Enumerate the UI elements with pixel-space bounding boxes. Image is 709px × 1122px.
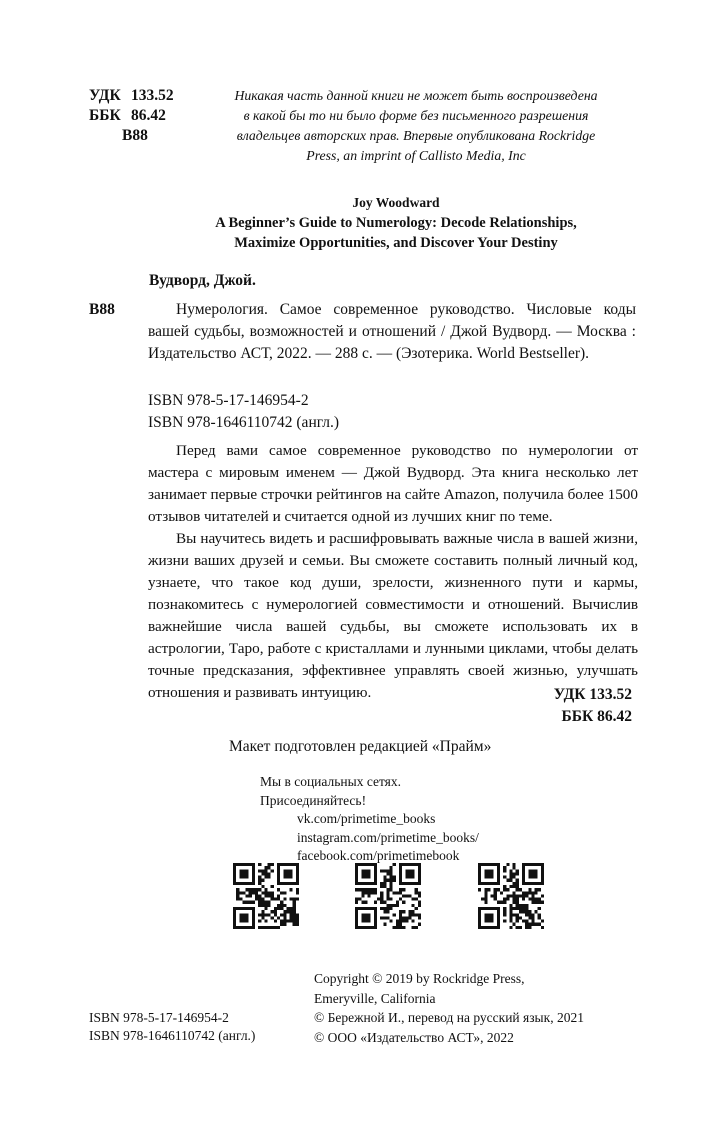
copyright-line: Copyright © 2019 by Rockridge Press,	[314, 971, 525, 986]
original-author: Joy Woodward	[352, 195, 440, 210]
annotation	[148, 440, 638, 704]
classification-codes-bottom	[420, 684, 632, 728]
biblio-isbn-list	[148, 390, 339, 434]
rights-line: Press, an imprint of Callisto Media, Inc	[306, 148, 526, 163]
rights-line: в какой бы то ни было форме без письменного разрешения	[243, 108, 589, 123]
rights-line: Никакая часть данной книги не может быть воспроизведена	[234, 88, 598, 103]
original-title-line: A Beginner’s Guide to Numerology: Decode Relationships,	[215, 215, 577, 231]
social-join: Присоединяйтесь!	[260, 792, 367, 808]
bbk-code	[89, 106, 174, 126]
qr-code-icon	[233, 863, 299, 929]
isbn-line: ISBN 978-1646110742 (англ.)	[89, 1028, 256, 1043]
classification-codes-top	[89, 86, 174, 146]
instagram-link[interactable]: instagram.com/primetime_books/	[297, 829, 479, 845]
vk-link[interactable]: vk.com/primetime_books	[297, 811, 436, 826]
udk-code-bottom: УДК 133.52	[553, 686, 632, 703]
annotation-paragraph: Вы научитесь видеть и расшифровывать важные числа в вашей жизни, жизни ваших друзей и семьи. Вы сможете составить полный личный код, узнаете, что такое код души, зрелости, жизненного пути и кармы, познакомитесь с нумерологией совместимости и отношений. Вычислив важнейшие числа вашей судьбы, вы сможете использовать их в астрологии, Таро, работе с кристаллами и лунными циклами, чтобы делать точные предсказания, эффективнее управлять своей жизнью, улучшать отношения и развивать интуицию.	[148, 530, 638, 701]
bbk-label: ББК	[89, 107, 121, 124]
facebook-qr-code	[478, 863, 544, 929]
rights-notice	[200, 86, 632, 166]
footer-isbn-list	[89, 1009, 255, 1045]
isbn-line: ISBN 978-5-17-146954-2	[89, 1010, 229, 1025]
udk-code	[89, 86, 174, 106]
original-title-line: Maximize Opportunities, and Discover Your Destiny	[234, 235, 558, 251]
facebook-link[interactable]: facebook.com/primetimebook	[297, 848, 460, 863]
author-mark: В88	[122, 127, 148, 144]
copyright-line: Emeryville, California	[314, 990, 436, 1006]
isbn-line: ISBN 978-1646110742 (англ.)	[148, 414, 340, 431]
udk-value: 133.52	[131, 87, 174, 104]
social-block	[260, 773, 479, 866]
instagram-qr-code	[355, 863, 421, 929]
prepared-by: Макет подготовлен редакцией «Прайм»	[229, 738, 492, 755]
bbk-code-bottom: ББК 86.42	[561, 708, 632, 725]
biblio-description: Нумерология. Самое современное руководство. Числовые коды вашей судьбы, возможностей и отношений / Джой Вудворд. — Москва : Издательство АСТ, 2022. — 288 с. — (Эзотерика. World Bestseller).	[148, 301, 636, 362]
bbk-value: 86.42	[131, 107, 166, 124]
isbn-line: ISBN 978-5-17-146954-2	[148, 392, 309, 409]
rights-line: владельцев авторских прав. Впервые опубликована Rockridge	[236, 128, 596, 143]
biblio-author-heading: Вудворд, Джой.	[149, 272, 256, 289]
social-heading: Мы в социальных сетях.	[260, 774, 402, 789]
copyright-line: © ООО «Издательство АСТ», 2022	[314, 1029, 514, 1045]
qr-code-icon	[355, 863, 421, 929]
qr-code-icon	[478, 863, 544, 929]
original-edition	[150, 193, 642, 253]
copyright-block	[314, 969, 584, 1047]
annotation-paragraph: Перед вами самое современное руководство по нумерологии от мастера с мировым именем — Джой Вудворд. Эта книга несколько лет занимает первые строчки рейтингов на сайте Amazon, получила более 1500 отзывов читателей и считается одной из лучших книг по теме.	[148, 442, 638, 525]
udk-label: УДК	[89, 87, 121, 104]
biblio-author-mark: В88	[89, 301, 115, 318]
copyright-line: © Бережной И., перевод на русский язык, 2021	[314, 1010, 584, 1025]
vk-qr-code	[233, 863, 299, 929]
